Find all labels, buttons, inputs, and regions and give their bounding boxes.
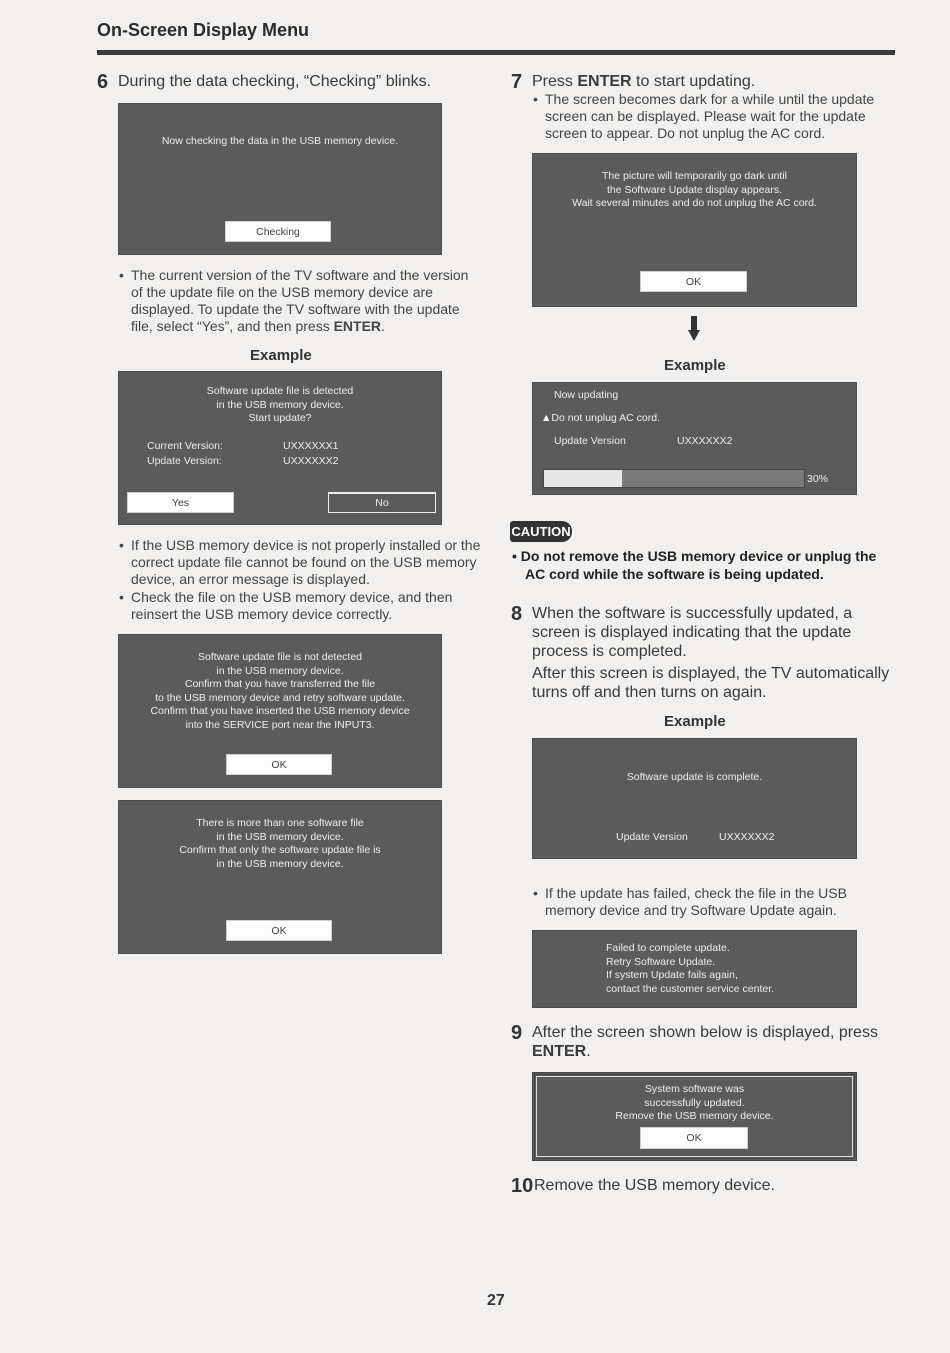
text-line: When the software is successfully updated, a (532, 605, 853, 622)
not-detected-screen (118, 634, 442, 788)
unplug-warning-text: Do not unplug AC cord. (551, 412, 660, 424)
step-6-number: 6 (97, 71, 109, 93)
update-complete-message: Software update is complete. (626, 771, 763, 783)
message-line: Remove the USB memory device. (615, 1110, 774, 1123)
text-line: After the screen shown below is displayed, press (532, 1024, 878, 1041)
step-9-text-end: . (586, 1043, 591, 1060)
ok-button[interactable]: OK (640, 271, 747, 292)
progress-fill (544, 470, 622, 487)
down-arrow-icon (688, 316, 700, 342)
step-8-text-2 (532, 664, 889, 702)
updating-status: Now updating (554, 389, 619, 401)
message-line: to the USB memory device and retry software update. (155, 691, 405, 704)
step-8-number: 8 (511, 603, 523, 625)
ok-button[interactable]: OK (226, 920, 332, 941)
bullet-line: • If the update has failed, check the file in the USB (545, 885, 847, 901)
text-line: turns off and then turns on again. (532, 684, 767, 701)
message-line: Retry Software Update. (606, 955, 716, 968)
message-line: into the SERVICE port near the INPUT3. (185, 718, 375, 731)
step-7-text (532, 72, 755, 91)
step-10-text: Remove the USB memory device. (534, 1177, 775, 1194)
example-label-3: Example (664, 713, 726, 730)
bullet-line: memory device and try Software Update again. (545, 902, 837, 918)
bullet-line: device, an error message is displayed. (131, 571, 370, 587)
message-line: Confirm that you have inserted the USB memory device (150, 705, 410, 718)
message-line: Failed to complete update. (606, 942, 730, 954)
bullet-line: screen can be displayed. Please wait for the update (545, 108, 866, 124)
ok-button[interactable]: OK (640, 1127, 748, 1149)
bullet-line: • The current version of the TV software and the version (131, 267, 469, 283)
dark-warning-message (533, 170, 856, 211)
message-line: in the USB memory device. (216, 830, 344, 843)
system-updated-message (535, 1083, 854, 1124)
now-updating-screen (532, 382, 857, 495)
bullet-dot: • (512, 548, 521, 564)
message-line: Start update? (248, 412, 312, 425)
bullet-end: . (381, 318, 385, 334)
message-line: Software update file is detected (206, 385, 354, 397)
message-line: contact the customer service center. (606, 982, 775, 995)
update-version-value: UXXXXXX2 (719, 831, 775, 843)
caution-line (512, 547, 876, 565)
caution-line-text: Do not remove the USB memory device or unplug the (520, 548, 877, 564)
multiple-files-screen (118, 800, 442, 954)
text-line: process is completed. (532, 643, 687, 660)
update-detected-screen (118, 371, 442, 525)
ok-button[interactable]: OK (226, 754, 332, 775)
update-detected-message (119, 385, 441, 426)
current-version-label: Current Version: (147, 440, 223, 452)
message-line: in the USB memory device. (216, 398, 344, 411)
message-line: There is more than one software file (196, 817, 364, 829)
bullet-line: • Check the file on the USB memory device, and then (131, 589, 453, 605)
step-9-number: 9 (511, 1022, 523, 1044)
message-line: the Software Update display appears. (606, 183, 783, 196)
step-7-text-bold: ENTER (577, 73, 632, 90)
no-button[interactable]: No (328, 492, 436, 513)
message-line: in the USB memory device. (216, 664, 344, 677)
checking-screen (118, 103, 442, 255)
caution-text (512, 547, 876, 583)
yes-button[interactable]: Yes (127, 492, 234, 513)
bullet-line: • The screen becomes dark for a while until the update (545, 91, 875, 107)
system-updated-screen (532, 1072, 857, 1161)
message-line: in the USB memory device. (216, 857, 344, 870)
step-8-text (532, 604, 852, 661)
progress-bar (543, 469, 805, 488)
example-label-2: Example (664, 357, 726, 374)
message-line: Confirm that only the software update file is (179, 844, 381, 857)
caution-line: AC cord while the software is being updated. (525, 566, 824, 582)
step-6-text: During the data checking, “Checking” blinks. (118, 73, 432, 90)
message-line: System software was (644, 1083, 745, 1095)
update-failed-screen (532, 930, 857, 1008)
update-version-label: Update Version: (147, 455, 222, 467)
text-line: screen is displayed indicating that the update (532, 624, 852, 641)
example-label-1: Example (250, 347, 312, 364)
step-10-number: 10 (511, 1175, 534, 1197)
text-line: After this screen is displayed, the TV automatically (532, 665, 890, 682)
bullet-line (131, 318, 476, 335)
multiple-files-message (119, 817, 441, 871)
checking-button[interactable]: Checking (225, 221, 331, 242)
message-line: If system Update fails again, (606, 969, 738, 982)
reinsert-bullet (131, 589, 486, 623)
update-version-label: Update Version (616, 831, 688, 843)
step-7-text-post: to start updating. (631, 73, 756, 90)
bullet-text: file, select “Yes”, and then press (131, 318, 334, 334)
message-line: successfully updated. (644, 1096, 745, 1109)
bullet-line: • If the USB memory device is not properly installed or the (131, 537, 481, 553)
step-9-text (532, 1023, 878, 1061)
checking-message: Now checking the data in the USB memory device. (161, 135, 399, 147)
update-version-value: UXXXXXX2 (283, 455, 339, 467)
current-version-value: UXXXXXX1 (283, 440, 339, 452)
step-7-text-pre: Press (532, 73, 578, 90)
page-number: 27 (487, 1292, 505, 1309)
message-line: Wait several minutes and do not unplug the AC cord. (572, 197, 817, 210)
bullet-line: screen to appear. Do not unplug the AC cord. (545, 125, 826, 141)
progress-percent: 30% (807, 473, 829, 485)
message-line: Confirm that you have transferred the file (184, 678, 376, 691)
update-version-value: UXXXXXX2 (677, 435, 733, 447)
caution-badge: CAUTION (510, 521, 572, 542)
unplug-warning (541, 412, 660, 424)
text-line (532, 1042, 878, 1061)
update-failed-message (606, 942, 774, 996)
version-info-bullet (131, 267, 476, 335)
bullet-line: correct update file cannot be found on the USB memory (131, 554, 477, 570)
bullet-line: displayed. To update the TV software with the update (131, 301, 460, 317)
bullet-line: of the update file on the USB memory device are (131, 284, 433, 300)
step-9-bold-enter: ENTER (532, 1043, 587, 1060)
page-header-title: On-Screen Display Menu (97, 20, 310, 40)
bullet-line: reinsert the USB memory device correctly. (131, 606, 393, 622)
dark-screen-bullet (545, 91, 890, 142)
dark-warning-screen (532, 153, 857, 307)
message-line: The picture will temporarily go dark until (602, 170, 787, 182)
bullet-bold-enter: ENTER (333, 318, 382, 334)
update-version-label: Update Version (554, 435, 626, 447)
step-7-number: 7 (511, 71, 523, 93)
update-failed-bullet (545, 885, 890, 919)
not-detected-message (119, 651, 441, 733)
message-line: Software update file is not detected (197, 651, 363, 663)
update-complete-screen (532, 738, 857, 859)
warning-icon: ▲ (541, 412, 552, 424)
header-rule (97, 50, 895, 55)
error-bullet (131, 537, 486, 588)
